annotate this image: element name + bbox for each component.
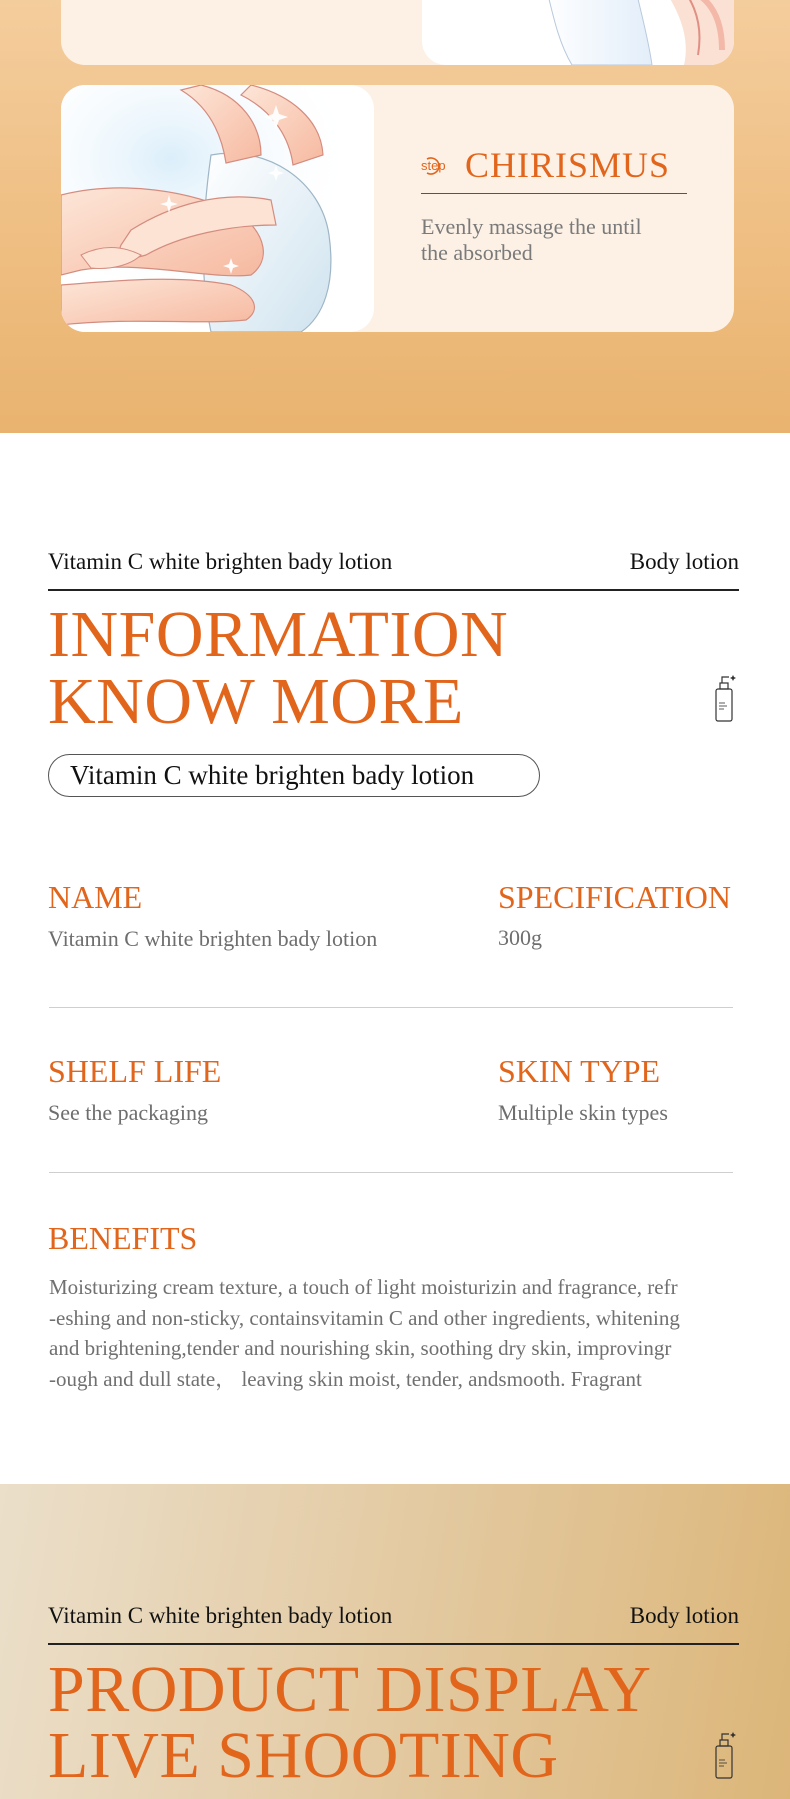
display-title-line-2: LIVE SHOOTING [48,1719,559,1792]
product-name-header: Vitamin C white brighten bady lotion [48,1603,393,1628]
skin-type-label: SKIN TYPE [498,1053,661,1089]
category-header: Body lotion [629,1603,739,1628]
display-title-line-1: PRODUCT DISPLAY [48,1653,652,1726]
usage-steps-band [0,0,790,433]
product-name-header: Vitamin C white brighten bady lotion [48,549,393,574]
product-name-pill: Vitamin C white brighten bady lotion [48,754,540,797]
step-illustration-previous [422,0,734,65]
step-text-block [421,147,687,266]
benefits-line: -eshing and non-sticky, containsvitamin C and other ingredients, whitening [49,1305,680,1330]
lotion-bottle-icon [713,673,737,723]
svg-text:step: step [421,158,446,173]
step-title: CHIRISMUS [465,145,671,185]
lotion-bottle-icon [713,1730,737,1780]
info-title-line-1: INFORMATION [48,598,509,671]
info-divider-2 [49,1172,733,1173]
info-divider-1 [49,1007,733,1008]
skin-type-value: Multiple skin types [498,1100,668,1125]
header-divider [48,589,739,591]
step-card-previous [61,0,734,65]
step-badge-icon [421,153,455,177]
display-header [48,1601,739,1629]
benefits-line: -ough and dull state， leaving skin moist, tender, andsmooth. Fragrant [49,1366,642,1391]
benefits-label: BENEFITS [48,1220,198,1256]
step-heading [421,147,687,194]
name-value: Vitamin C white brighten bady lotion [48,926,378,951]
info-header [48,547,739,575]
shelf-life-value: See the packaging [48,1100,209,1125]
category-header: Body lotion [629,549,739,574]
benefits-line: Moisturizing cream texture, a touch of light moisturizin and fragrance, refr [49,1275,678,1299]
specification-value: 300g [498,925,542,950]
step-description: Evenly massage the until the absorbed [421,214,642,265]
benefits-text [49,1272,749,1394]
shelf-life-label: SHELF LIFE [48,1053,222,1089]
display-header-divider [48,1643,739,1645]
woman-applying-lotion-illustration [61,85,374,332]
step-card [61,85,734,332]
step-illustration [61,85,374,332]
info-title-line-2: KNOW MORE [48,665,464,738]
benefits-line: and brightening,tender and nourishing skin, soothing dry skin, improvingr [49,1336,672,1360]
body-illustration-image [422,0,734,65]
name-label: NAME [48,879,143,915]
specification-label: SPECIFICATION [498,879,731,915]
